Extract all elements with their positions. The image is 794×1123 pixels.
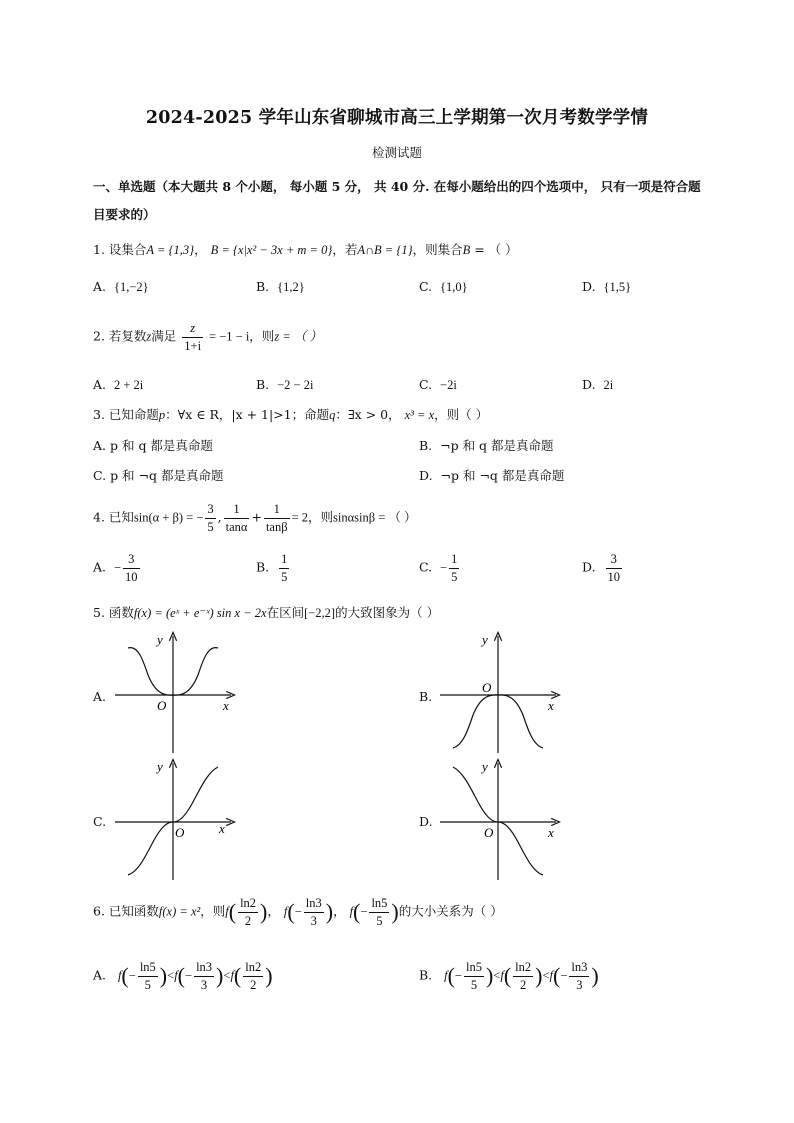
question-3: 3. 已知命题p：∀x ∈ R，|x + 1|>1；命题q：∃x > 0， x³ = x，则（ ） <box>93 407 489 422</box>
question-1: 1. 设集合A = {1,3}， B = {x|x² − 3x + m = 0}，若A∩B = {1}，则集合B = （ ） <box>93 242 518 257</box>
q5-option-a[interactable]: A. <box>93 689 107 704</box>
origin-label: O <box>157 698 167 713</box>
q4-option-d[interactable]: D. $\frac{3}{10}$ <box>582 552 621 584</box>
q3-option-d[interactable]: D. ¬p 和 ¬q 都是真命题 <box>419 468 565 483</box>
x-label: x <box>219 821 225 836</box>
y-label: y <box>482 632 488 647</box>
q6-option-a[interactable]: A. f(− $\frac{\ln 5}{5}$ )<f(− $\frac{\ln 3}{3}$ )<f( $\frac{\ln 2}{2}$ ) <box>93 960 273 992</box>
question-4: 4. 已知sin(α + β) = − $\frac{3}{5}$ , $\frac{1}{\tan\alpha}$ + $\frac{1}{\tan\beta}$ = 2，则sinαsinβ = （ ） <box>93 502 417 534</box>
graph-a[interactable] <box>113 630 238 755</box>
q6-option-b[interactable]: B. f(− $\frac{\ln 5}{5}$ )<f( $\frac{\ln 2}{2}$ )<f(− $\frac{\ln 3}{3}$ ) <box>419 960 599 992</box>
section-heading: 一、单选题（本大题共 8 个小题， 每小题 5 分， 共 40 分. 在每小题给出的四个选项中， 只有一项是符合题目要求的） <box>93 179 701 222</box>
q1-option-b[interactable]: B. {1,2} <box>256 279 305 294</box>
x-label: x <box>548 825 554 840</box>
y-label: y <box>482 759 488 774</box>
q2-option-b[interactable]: B. −2 − 2i <box>256 377 314 392</box>
q4-option-a[interactable]: A. − $\frac{3}{10}$ <box>93 552 138 584</box>
q5-option-c[interactable]: C. <box>93 814 107 829</box>
q5-option-b[interactable]: B. <box>419 689 433 704</box>
q3-option-b[interactable]: B. ¬p 和 q 都是真命题 <box>419 438 554 453</box>
page-subtitle: 检测试题 <box>371 145 422 160</box>
graph-c[interactable] <box>113 757 238 882</box>
y-label: y <box>157 632 163 647</box>
question-6: 6. 已知函数f(x) = x²，则f( $\frac{\ln 2}{2}$ )， f(− $\frac{\ln 3}{3}$ )， f(− $\frac{\ln 5}{5}$ )的大小关系为（ ） <box>93 896 503 928</box>
page-title: 2024-2025 学年山东省聊城市高三上学期第一次月考数学学情 <box>145 108 649 128</box>
q4-option-c[interactable]: C. − $\frac{1}{5}$ <box>419 552 458 584</box>
q2-option-a[interactable]: A. 2 + 2i <box>93 377 144 392</box>
y-label: y <box>157 759 163 774</box>
q2-option-c[interactable]: C. −2i <box>419 377 457 392</box>
graph-b[interactable] <box>438 630 563 755</box>
question-5: 5. 函数f(x) = (eˣ + e⁻ˣ) sin x − 2x在区间[−2,2]的大致图象为（ ） <box>93 605 440 620</box>
q5-option-d[interactable]: D. <box>419 814 433 829</box>
x-label: x <box>223 698 229 713</box>
q2-option-d[interactable]: D. 2i <box>582 377 614 392</box>
question-2: 2. 若复数z满足 $\frac{z}{1+i}$ = −1 − i，则z = （ ） <box>93 321 322 353</box>
q1-option-d[interactable]: D. {1,5} <box>582 279 632 294</box>
x-label: x <box>548 698 554 713</box>
graph-d[interactable] <box>438 757 563 882</box>
q4-option-b[interactable]: B. $\frac{1}{5}$ <box>256 552 288 584</box>
q3-option-c[interactable]: C. p 和 ¬q 都是真命题 <box>93 468 224 483</box>
q3-option-a[interactable]: A. p 和 q 都是真命题 <box>93 438 213 453</box>
q1-option-a[interactable]: A. {1,−2} <box>93 279 149 294</box>
origin-label: O <box>175 825 185 840</box>
q1-option-c[interactable]: C. {1,0} <box>419 279 468 294</box>
origin-label: O <box>484 825 494 840</box>
origin-label: O <box>482 680 492 695</box>
